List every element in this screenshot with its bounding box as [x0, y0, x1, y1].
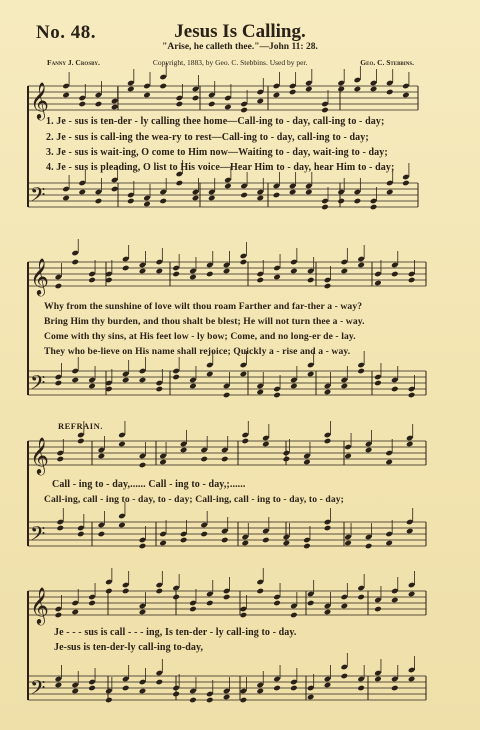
sys4-treble-note — [256, 588, 264, 595]
sys1-bass-note — [224, 183, 232, 190]
sys1-treble-note — [337, 86, 345, 93]
lyricist: Fanny J. Crosby. — [47, 58, 100, 67]
sys2-treble-note — [374, 280, 382, 287]
sys4-treble-note — [139, 609, 147, 616]
refrain-line-1a: Call - ing to - day,...... Call - ing to - day,;...... — [52, 479, 246, 490]
sys3-treble-note — [56, 456, 64, 463]
treble-clef-icon: 𝄞 — [30, 257, 49, 295]
sys2-bass-note — [341, 383, 349, 390]
sys3-bass-note — [77, 531, 85, 538]
treble-clef-icon: 𝄞 — [30, 436, 49, 474]
sys1-treble-note — [370, 86, 378, 93]
sys4-treble-note — [156, 588, 164, 595]
sys2-bass-note — [408, 392, 416, 399]
sys2-bass-note — [324, 389, 332, 396]
sys4-treble-note — [172, 594, 180, 601]
sys2-treble-note — [307, 277, 315, 284]
sys2-bass-note — [374, 380, 382, 387]
sys1-treble-note — [208, 101, 216, 108]
sys2-treble-note — [256, 277, 264, 284]
sys3-treble-note — [241, 438, 249, 445]
sys3-treble-note — [200, 456, 208, 463]
sys1-bass-note — [208, 195, 216, 202]
refrain-line-2b: Je-sus is ten-der-ly call-ing to-day, — [54, 642, 204, 653]
sys2-treble-note — [273, 274, 281, 281]
sys3-treble-note — [303, 459, 311, 466]
sys1-bass-note — [143, 201, 151, 208]
sys2-treble-note — [88, 277, 96, 284]
treble-clef-icon: 𝄞 — [30, 81, 49, 119]
sys4-bass-note — [408, 676, 416, 683]
sys1-bass-note — [111, 186, 119, 193]
sys1-bass-note — [176, 180, 184, 187]
sys4-bass-note — [324, 682, 332, 689]
sys2-bass-note — [357, 368, 365, 375]
sys4-bass-note — [256, 688, 264, 695]
sys1-bass-note — [305, 189, 313, 196]
sys2-bass-note — [391, 386, 399, 393]
sys1-bass-note — [402, 180, 410, 187]
sys1-treble-note — [111, 104, 119, 111]
refrain-label: REFRAIN. — [58, 421, 103, 431]
sys1-treble-note — [354, 86, 362, 93]
sys4-bass-note — [105, 697, 113, 704]
sys3-bass-note — [221, 537, 229, 544]
sys4-treble-note — [307, 600, 315, 607]
refrain-line-2a: Je - - - sus is call - - - ing, Is ten-der - ly call-ing to - day. — [54, 627, 297, 638]
sys2-bass-note — [223, 392, 231, 399]
sys2-treble-note — [357, 262, 365, 269]
sys1-treble-note — [159, 83, 167, 90]
verse-line-2a: 2. Je - sus is call-ing the wea-ry to rest—Call-ing to - day, call-ing to - day; — [46, 132, 369, 143]
sys1-treble-note — [95, 101, 103, 108]
sys4-treble-note — [88, 600, 96, 607]
sys2-treble-note — [324, 283, 332, 290]
sys2-bass-note — [172, 374, 180, 381]
sys4-bass-note — [55, 682, 63, 689]
sys4-bass-note — [391, 685, 399, 692]
sys1-bass-note — [370, 204, 378, 211]
sys1-treble-note — [224, 104, 232, 111]
sys2-bass-note — [71, 377, 79, 384]
sys4-treble-note — [206, 600, 214, 607]
sys4-treble-note — [189, 606, 197, 613]
sys1-bass-note — [95, 198, 103, 205]
sys2-treble-note — [122, 265, 130, 272]
bass-clef-icon: 𝄢 — [30, 371, 46, 399]
sys4-treble-note — [290, 612, 298, 619]
sys4-bass-note — [240, 697, 248, 704]
sys3-bass-note — [139, 543, 147, 550]
verse-line-1b: Why from the sunshine of love wilt thou roam Farther and far-ther a - way? — [44, 301, 363, 312]
sys4-treble-note — [391, 597, 399, 604]
refrain-line-1b: Call-ing, call - ing to - day, to - day; Call-ing, call - ing to - day, to - day; — [44, 494, 344, 505]
sys3-bass-note — [180, 537, 188, 544]
sys2-treble-note — [189, 274, 197, 281]
sys1-bass-note — [273, 192, 281, 199]
sys3-treble-note — [283, 456, 291, 463]
sys1-treble-note — [386, 89, 394, 96]
sys4-treble-note — [324, 609, 332, 616]
sys2-treble-note — [139, 268, 147, 275]
composer: Geo. C. Stebbins. — [360, 58, 414, 67]
sys1-treble-note — [127, 86, 135, 93]
sys1-bass-note — [240, 192, 248, 199]
sys1-bass-note — [386, 189, 394, 196]
sys4-treble-note — [71, 609, 79, 616]
sys4-treble-note — [374, 606, 382, 613]
sys1-treble-note — [143, 92, 151, 99]
sys1-treble-note — [192, 95, 200, 102]
sys3-treble-note — [221, 456, 229, 463]
sys1-bass-note — [192, 195, 200, 202]
sys4-bass-note — [88, 685, 96, 692]
sys3-bass-note — [365, 543, 373, 550]
sys1-treble-note — [78, 101, 86, 108]
sys3-treble-note — [344, 453, 352, 460]
sys3-bass-note — [262, 537, 270, 544]
verse-line-3b: Come with thy sins, at His feet low - ly bow; Come, and no long-er de - lay. — [44, 331, 356, 342]
sys4-bass-note — [357, 685, 365, 692]
sys1-bass-note — [337, 198, 345, 205]
sys2-bass-note — [88, 383, 96, 390]
sys4-treble-note — [55, 612, 63, 619]
sys3-treble-note — [324, 438, 332, 445]
sys2-bass-note — [206, 371, 214, 378]
sys2-treble-note — [156, 268, 164, 275]
verse-line-1a: 1. Je - sus is ten-der - ly calling thee home—Call-ing to - day, call-ing to - day; — [46, 116, 385, 127]
sys2-treble-note — [71, 259, 79, 266]
sys4-treble-note — [240, 612, 248, 619]
verse-line-4b: They who be-lieve on His name shall rejoice; Quickly a - rise and a - way. — [44, 346, 351, 357]
sys4-treble-note — [273, 600, 281, 607]
sys4-bass-note — [71, 688, 79, 695]
sys3-treble-note — [77, 438, 85, 445]
sys2-bass-note — [273, 392, 281, 399]
sys3-bass-note — [324, 525, 332, 532]
sys4-bass-note — [341, 673, 349, 680]
sys4-bass-note — [374, 676, 382, 683]
sys1-bass-note — [289, 189, 297, 196]
sys1-treble-note — [62, 92, 70, 99]
sys4-treble-note — [122, 588, 130, 595]
sys2-treble-note — [408, 277, 416, 284]
sys2-treble-note — [206, 271, 214, 278]
sys1-bass-note — [354, 198, 362, 205]
sys4-bass-note — [290, 685, 298, 692]
sys4-bass-note — [156, 679, 164, 686]
scripture-quote: "Arise, he calleth thee."—John 11: 28. — [162, 42, 318, 52]
bass-clef-icon: 𝄢 — [30, 522, 46, 550]
sys3-treble-note — [159, 459, 167, 466]
sys2-treble-note — [172, 271, 180, 278]
sys4-treble-note — [223, 594, 231, 601]
sys2-treble-note — [341, 268, 349, 275]
sys2-treble-note — [240, 259, 248, 266]
sys3-treble-note — [180, 447, 188, 454]
sys1-treble-note — [321, 107, 329, 114]
sys4-treble-note — [357, 594, 365, 601]
sys3-bass-note — [303, 543, 311, 550]
sys3-bass-note — [385, 540, 393, 547]
sys3-bass-note — [200, 531, 208, 538]
sys2-bass-note — [55, 380, 63, 387]
sys1-treble-note — [176, 101, 184, 108]
sys2-bass-note — [240, 371, 248, 378]
sys4-bass-note — [273, 685, 281, 692]
sys4-treble-note — [408, 591, 416, 598]
sys2-bass-note — [139, 377, 147, 384]
sys2-treble-note — [223, 268, 231, 275]
sys1-bass-note — [62, 195, 70, 202]
sys3-treble-note — [98, 453, 106, 460]
sys4-bass-note — [206, 697, 214, 704]
sys3-treble-note — [406, 441, 414, 448]
sys4-bass-note — [223, 694, 231, 701]
sys1-treble-note — [305, 86, 313, 93]
sys1-treble-note — [240, 107, 248, 114]
sys1-treble-note — [273, 92, 281, 99]
sys2-bass-note — [290, 383, 298, 390]
sys3-treble-note — [139, 462, 147, 469]
hymn-title: Jesus Is Calling. — [174, 21, 306, 42]
sys1-bass-note — [321, 204, 329, 211]
bass-clef-icon: 𝄢 — [30, 676, 46, 704]
verse-line-4a: 4. Je - sus is pleading, O list to His voice—Hear Him to - day, hear Him to - day; — [46, 162, 395, 173]
sys1-bass-note — [159, 198, 167, 205]
sys3-bass-note — [344, 540, 352, 547]
treble-clef-icon: 𝄞 — [30, 586, 49, 624]
sys2-treble-note — [391, 271, 399, 278]
sys3-bass-note — [118, 522, 126, 529]
verse-line-3a: 3. Je - sus is wait-ing, O come to Him now—Waiting to - day, wait-ing to - day; — [46, 147, 388, 158]
sys2-treble-note — [290, 268, 298, 275]
hymn-number: No. 48. — [36, 22, 96, 43]
sys1-treble-note — [402, 92, 410, 99]
sys4-bass-note — [139, 688, 147, 695]
sys1-bass-note — [78, 189, 86, 196]
sys3-treble-note — [262, 441, 270, 448]
sys4-bass-note — [307, 694, 315, 701]
sys3-treble-note — [118, 441, 126, 448]
sys3-bass-note — [98, 531, 106, 538]
sys3-bass-note — [241, 540, 249, 547]
sys4-treble-note — [105, 588, 113, 595]
sys2-bass-note — [122, 377, 130, 384]
verse-line-2b: Bring Him thy burden, and thou shalt be blest; He will not turn thee a - way. — [44, 316, 365, 327]
sys4-bass-note — [122, 685, 130, 692]
sys1-bass-note — [127, 198, 135, 205]
sys4-bass-note — [172, 691, 180, 698]
sys3-treble-note — [385, 459, 393, 466]
bass-clef-icon: 𝄢 — [30, 183, 46, 211]
sys2-bass-note — [307, 371, 315, 378]
sys2-bass-note — [156, 386, 164, 393]
copyright-notice: Copyright, 1883, by Geo. C. Stebbins. Used by per. — [152, 58, 308, 67]
sys2-bass-note — [189, 383, 197, 390]
sys2-treble-note — [55, 283, 63, 290]
sys3-bass-note — [159, 540, 167, 547]
sys3-bass-note — [56, 525, 64, 532]
sys1-treble-note — [256, 98, 264, 105]
sys1-bass-note — [256, 195, 264, 202]
sys4-treble-note — [341, 603, 349, 610]
sys1-treble-note — [289, 89, 297, 96]
sys3-treble-note — [365, 447, 373, 454]
sys3-bass-note — [283, 540, 291, 547]
sys4-bass-note — [189, 697, 197, 704]
sys3-bass-note — [406, 528, 414, 535]
sys2-bass-note — [256, 389, 264, 396]
